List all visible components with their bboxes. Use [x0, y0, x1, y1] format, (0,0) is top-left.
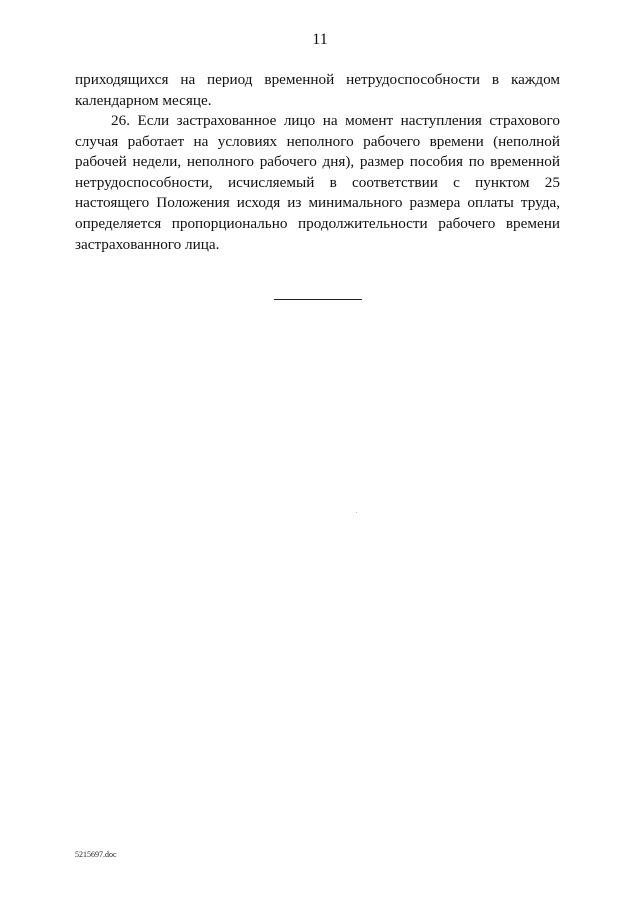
text-line: приходящихся на период временной нетрудоспособности в каждом	[75, 71, 560, 88]
paragraph-text	[75, 70, 560, 111]
text-line: случая работает на условиях неполного рабочего времени (неполной	[75, 132, 560, 150]
paragraph-text	[75, 111, 560, 255]
separator-line	[274, 299, 362, 300]
paragraph-continuation	[75, 70, 560, 111]
footer-file-name: 5215697.doc	[75, 850, 117, 859]
scan-speck	[356, 512, 357, 513]
text-line: настоящего Положения исходя из минимального размера оплаты труда,	[75, 194, 560, 212]
text-line: нетрудоспособности, исчисляемый в соответствии с пунктом 25	[75, 173, 560, 191]
page-number: 11	[312, 31, 328, 48]
text-line: 26. Если застрахованное лицо на момент наступления страхового	[111, 112, 560, 129]
paragraph-26	[75, 111, 560, 255]
text-line: рабочей недели, неполного рабочего дня), размер пособия по временной	[75, 153, 560, 171]
text-line: календарном месяце.	[75, 91, 212, 109]
text-line: застрахованного лица.	[75, 235, 220, 253]
text-line: определяется пропорционально продолжительности рабочего времени	[75, 214, 560, 232]
